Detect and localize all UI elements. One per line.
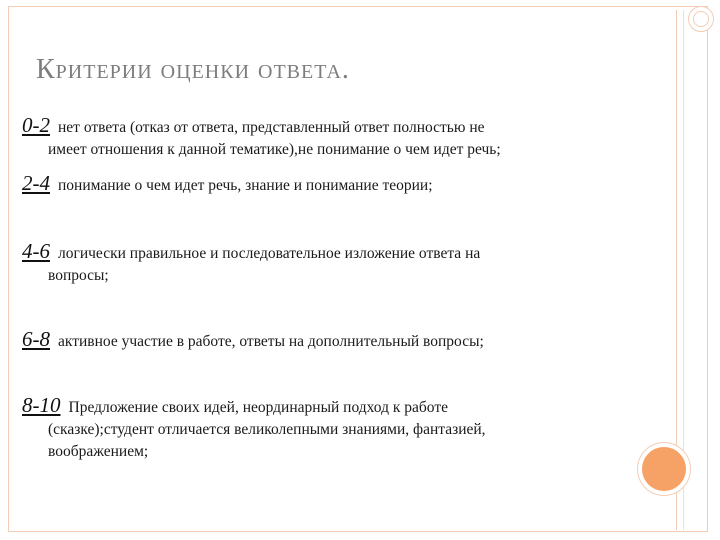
criterion-text-line: Предложение своих идей, неординарный подход к работе [68,399,448,416]
top-corner-circle-decoration [688,6,714,32]
criterion-4-6 [22,240,712,287]
criterion-text-line: нет ответа (отказ от ответа, представленный ответ полностью не [58,119,485,136]
criterion-text-line: активное участие в работе, ответы на дополнительный вопросы; [58,333,484,350]
criterion-text-line: вопросы; [48,267,109,284]
criterion-range: 0-2 [22,113,50,137]
criterion-range: 2-4 [22,171,50,195]
criterion-text-line: (сказке);студент отличается великолепными знаниями, фантазией, [48,421,486,438]
criterion-text-line: понимание о чем идет речь, знание и понимание теории; [58,177,433,194]
criterion-range: 6-8 [22,327,50,351]
slide-title: Критерии оценки ответа. [36,54,350,85]
criterion-2-4 [22,172,712,197]
criterion-text-line: имеет отношения к данной тематике),не понимание о чем идет речь; [48,141,501,158]
criterion-6-8 [22,328,712,353]
criterion-0-2 [22,114,712,161]
criterion-text-line: логически правильное и последовательное изложение ответа на [58,245,481,262]
criterion-8-10 [22,394,712,463]
criterion-range: 4-6 [22,239,50,263]
criterion-text-line: воображением; [48,443,149,460]
criterion-range: 8-10 [22,393,61,417]
